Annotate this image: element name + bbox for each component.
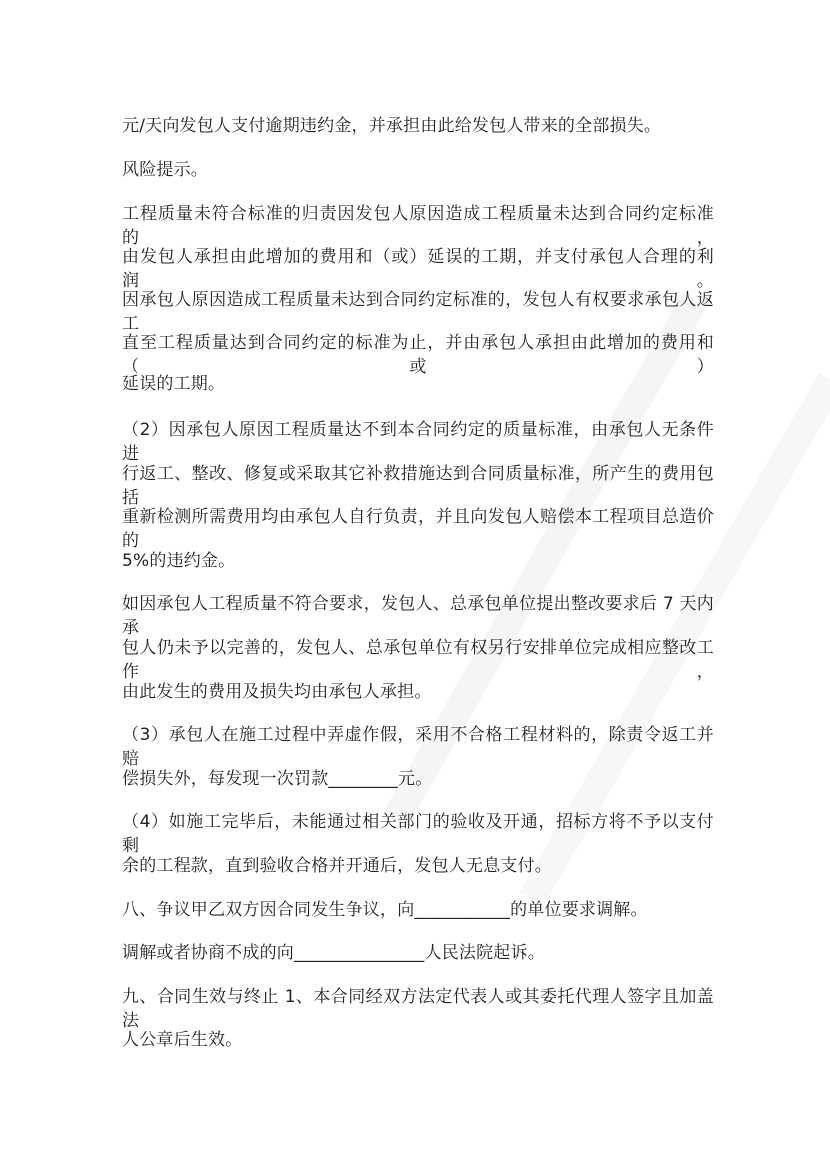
text-line: 5%的违约金。 xyxy=(122,551,236,571)
text-line: 由此发生的费用及损失均由承包人承担。 xyxy=(122,682,432,702)
text-line: 偿损失外，每发现一次罚款________元。 xyxy=(122,769,433,789)
text-line: 因承包人原因造成工程质量未达到合同约定标准的，发包人有权要求承包人返工 xyxy=(122,290,714,334)
text-line: （2）因承包人原因工程质量达不到本合同约定的质量标准，由承包人无条件进 xyxy=(122,420,714,464)
text-line: 延误的工期。 xyxy=(122,374,226,394)
text-line: 如因承包人工程质量不符合要求，发包人、总承包单位提出整改要求后 7 天内承 xyxy=(122,594,714,638)
text-line: 包人仍未予以完善的，发包人、总承包单位有权另行安排单位完成相应整改工作， xyxy=(122,638,714,682)
text-line: 人公章后生效。 xyxy=(122,1030,243,1050)
text-line: 行返工、整改、修复或采取其它补救措施达到合同质量标准，所产生的费用包括 xyxy=(122,464,714,508)
text-line: 直至工程质量达到合同约定的标准为止，并由承包人承担由此增加的费用和（或） xyxy=(122,333,714,377)
text-line: 重新检测所需费用均由承包人自行负责，并且向发包人赔偿本工程项目总造价的 xyxy=(122,507,714,551)
text-line: 九、合同生效与终止 1、本合同经双方法定代表人或其委托代理人签字且加盖法 xyxy=(122,987,714,1031)
text-line: 八、争议甲乙双方因合同发生争议，向___________的单位要求调解。 xyxy=(122,900,648,920)
text-line: （3）承包人在施工过程中弄虚作假，采用不合格工程材料的，除责令返工并赔 xyxy=(122,725,714,769)
text-line: （4）如施工完毕后，未能通过相关部门的验收及开通，招标方将不予以支付剩 xyxy=(122,812,714,856)
text-line: 调解或者协商不成的向_______________人民法院起诉。 xyxy=(122,943,545,963)
text-line: 工程质量未符合标准的归责因发包人原因造成工程质量未达到合同约定标准的， xyxy=(122,204,714,248)
text-line: 风险提示。 xyxy=(122,160,208,180)
text-line: 元/天向发包人支付逾期违约金，并承担由此给发包人带来的全部损失。 xyxy=(122,116,662,136)
text-line: 余的工程款，直到验收合格并开通后，发包人无息支付。 xyxy=(122,856,552,876)
text-line: 由发包人承担由此增加的费用和（或）延误的工期，并支付承包人合理的利润。 xyxy=(122,247,714,291)
